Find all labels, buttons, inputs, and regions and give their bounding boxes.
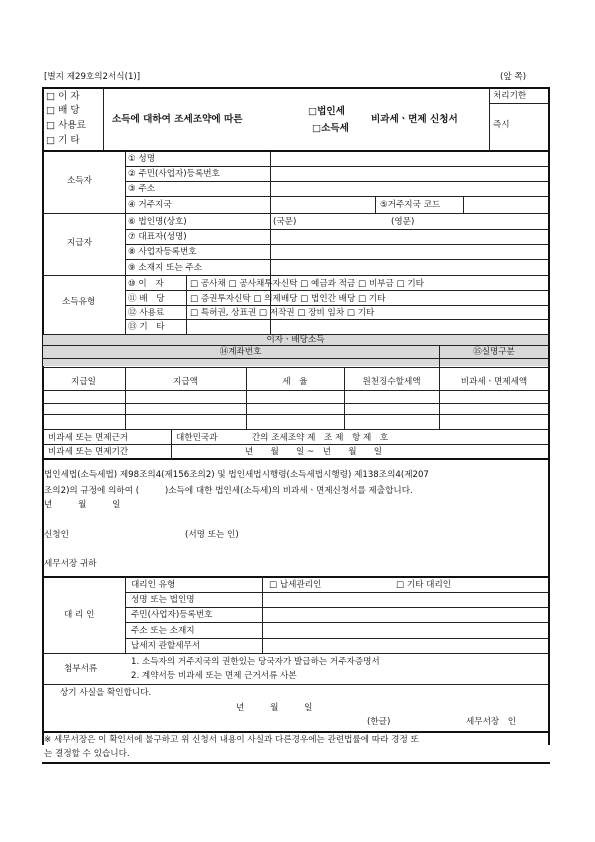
payer-address-label: ⑨ 소재지 또는 주소 <box>128 263 203 273</box>
statement-line-2: 조의2)의 규정에 의하여 ( )소득에 대한 법인세(소득세)의 비과세ㆍ면제신청서를 제출합니다. <box>44 486 413 496</box>
earner-name-label: ① 성명 <box>128 154 156 164</box>
earner-country-label: ④ 거주지국 <box>128 200 172 210</box>
agent-address-label: 주소 또는 소재지 <box>131 626 195 636</box>
income-dividend-label: ⑪ 배 당 <box>128 294 165 304</box>
dividend-options[interactable]: □ 증권투자신탁 □ 의제배당 □ 법인간 배당 □ 기타 <box>190 294 386 304</box>
confirm-officer: 세무서장 인 <box>466 717 517 727</box>
payer-reg-label: ⑧ 사업자등록번호 <box>128 247 197 257</box>
income-interest-label: ⑩ 이 자 <box>128 279 164 289</box>
exemption-basis-label: 비과세 또는 면제근거 <box>48 433 129 443</box>
payer-label: 지급자 <box>67 238 92 248</box>
signature-label: (서명 또는 인) <box>185 530 239 540</box>
confirm-text: 상기 사실을 확인합니다. <box>60 688 152 698</box>
statement-line-1: 법인세법(소득세법) 제98조의4(제156조의2) 및 법인세법시행령(소득세법시행령) 제138조의4(제207 <box>44 470 429 480</box>
form-id: [별지 제29호의2서식(1)] <box>44 72 141 82</box>
attachment-item-1: 1. 소득자의 거주지국의 권한있는 당국자가 발급하는 거주자증명서 <box>131 657 380 667</box>
interest-dividend-title: 이자ㆍ배당소득 <box>266 335 325 345</box>
income-other-label: ⑬ 기 타 <box>128 322 165 332</box>
form-title-left: 소득에 대하여 조세조약에 따른 <box>112 114 243 125</box>
attachment-item-2: 2. 계약서등 비과세 또는 면제 근거서류 사본 <box>131 671 297 681</box>
agent-label: 대 리 인 <box>64 610 95 620</box>
footnote-line-2: 는 결정할 수 있습니다. <box>44 749 130 759</box>
check-corporate-tax[interactable]: □법인세 <box>308 106 345 117</box>
royalty-options[interactable]: □ 특허권, 상표권 □ 저작권 □ 장비 임차 □ 기타 <box>190 308 375 318</box>
income-royalty-label: ⑫ 사용료 <box>128 308 165 318</box>
footnote-line-1: ※ 세무서장은 이 확인서에 불구하고 위 신청서 내용이 사실과 다른경우에는 관련법률에 따라 경정 또 <box>44 735 419 745</box>
agent-type-label: 대리인 유형 <box>131 580 176 590</box>
agent-type-other[interactable]: □ 기타 대리인 <box>396 580 452 590</box>
processing-period-label: 처리기한 <box>493 91 527 101</box>
agent-tax-office-label: 납세지 관할세무서 <box>131 641 201 651</box>
check-income-tax[interactable]: □소득세 <box>312 123 349 134</box>
agent-name-label: 성명 또는 법인명 <box>131 595 195 605</box>
processing-period-value: 즉시 <box>493 120 510 130</box>
col-pay-date: 지급일 <box>71 377 96 387</box>
col-pay-amount: 지급액 <box>173 377 198 387</box>
agent-type-tax-manager[interactable]: □ 납세관리인 <box>269 580 322 590</box>
check-other[interactable]: □ 기 타 <box>46 135 80 146</box>
check-dividend[interactable]: □ 배 당 <box>46 105 80 116</box>
payer-company-label: ⑥ 법인명(상호) <box>128 217 187 227</box>
applicant-label: 신청인 <box>44 530 69 540</box>
statement-date: 년 월 일 <box>44 500 121 510</box>
col-exempt-amount: 비과세ㆍ면제세액 <box>460 377 528 387</box>
interest-options[interactable]: □ 공사채 □ 공사채투자신탁 □ 예금과 적금 □ 비부금 □ 기타 <box>190 279 424 289</box>
earner-address-label: ③ 주소 <box>128 184 156 194</box>
form-title-right: 비과세ㆍ면제 신청서 <box>371 114 458 125</box>
income-type-label: 소득유형 <box>62 297 96 307</box>
payer-korean-label: (국문) <box>273 217 297 227</box>
account-number-label: ⑭계좌번호 <box>219 347 262 357</box>
exemption-basis-value[interactable]: 대한민국과 간의 조세조약 제 조 제 항 제 호 <box>176 433 389 443</box>
country-code-label: ⑤거주지국 코드 <box>380 200 441 210</box>
real-name-label: ⑮실명구분 <box>473 347 515 357</box>
confirm-seal: (한글) <box>367 717 391 727</box>
exemption-period-label: 비과세 또는 면제기간 <box>48 447 129 457</box>
payer-rep-label: ⑦ 대표자(성명) <box>128 232 187 242</box>
earner-id-label: ② 주민(사업자)등록번호 <box>128 169 220 179</box>
col-tax-rate: 세 율 <box>282 377 308 387</box>
col-withholding: 원천징수할세액 <box>362 377 421 387</box>
agent-id-label: 주민(사업자)등록번호 <box>131 610 213 620</box>
exemption-period-value[interactable]: 년 월 일 ~ 년 월 일 <box>245 447 383 457</box>
payer-english-label: (영문) <box>391 217 415 227</box>
check-royalty[interactable]: □ 사용료 <box>46 120 86 131</box>
addressee: 세무서장 귀하 <box>44 559 97 569</box>
earner-label: 소득자 <box>67 176 92 186</box>
attachments-label: 첨부서류 <box>64 664 98 674</box>
confirm-date: 년 월 일 <box>236 703 313 713</box>
page-side: (앞 쪽) <box>500 72 527 82</box>
check-interest[interactable]: □ 이 자 <box>46 91 80 102</box>
